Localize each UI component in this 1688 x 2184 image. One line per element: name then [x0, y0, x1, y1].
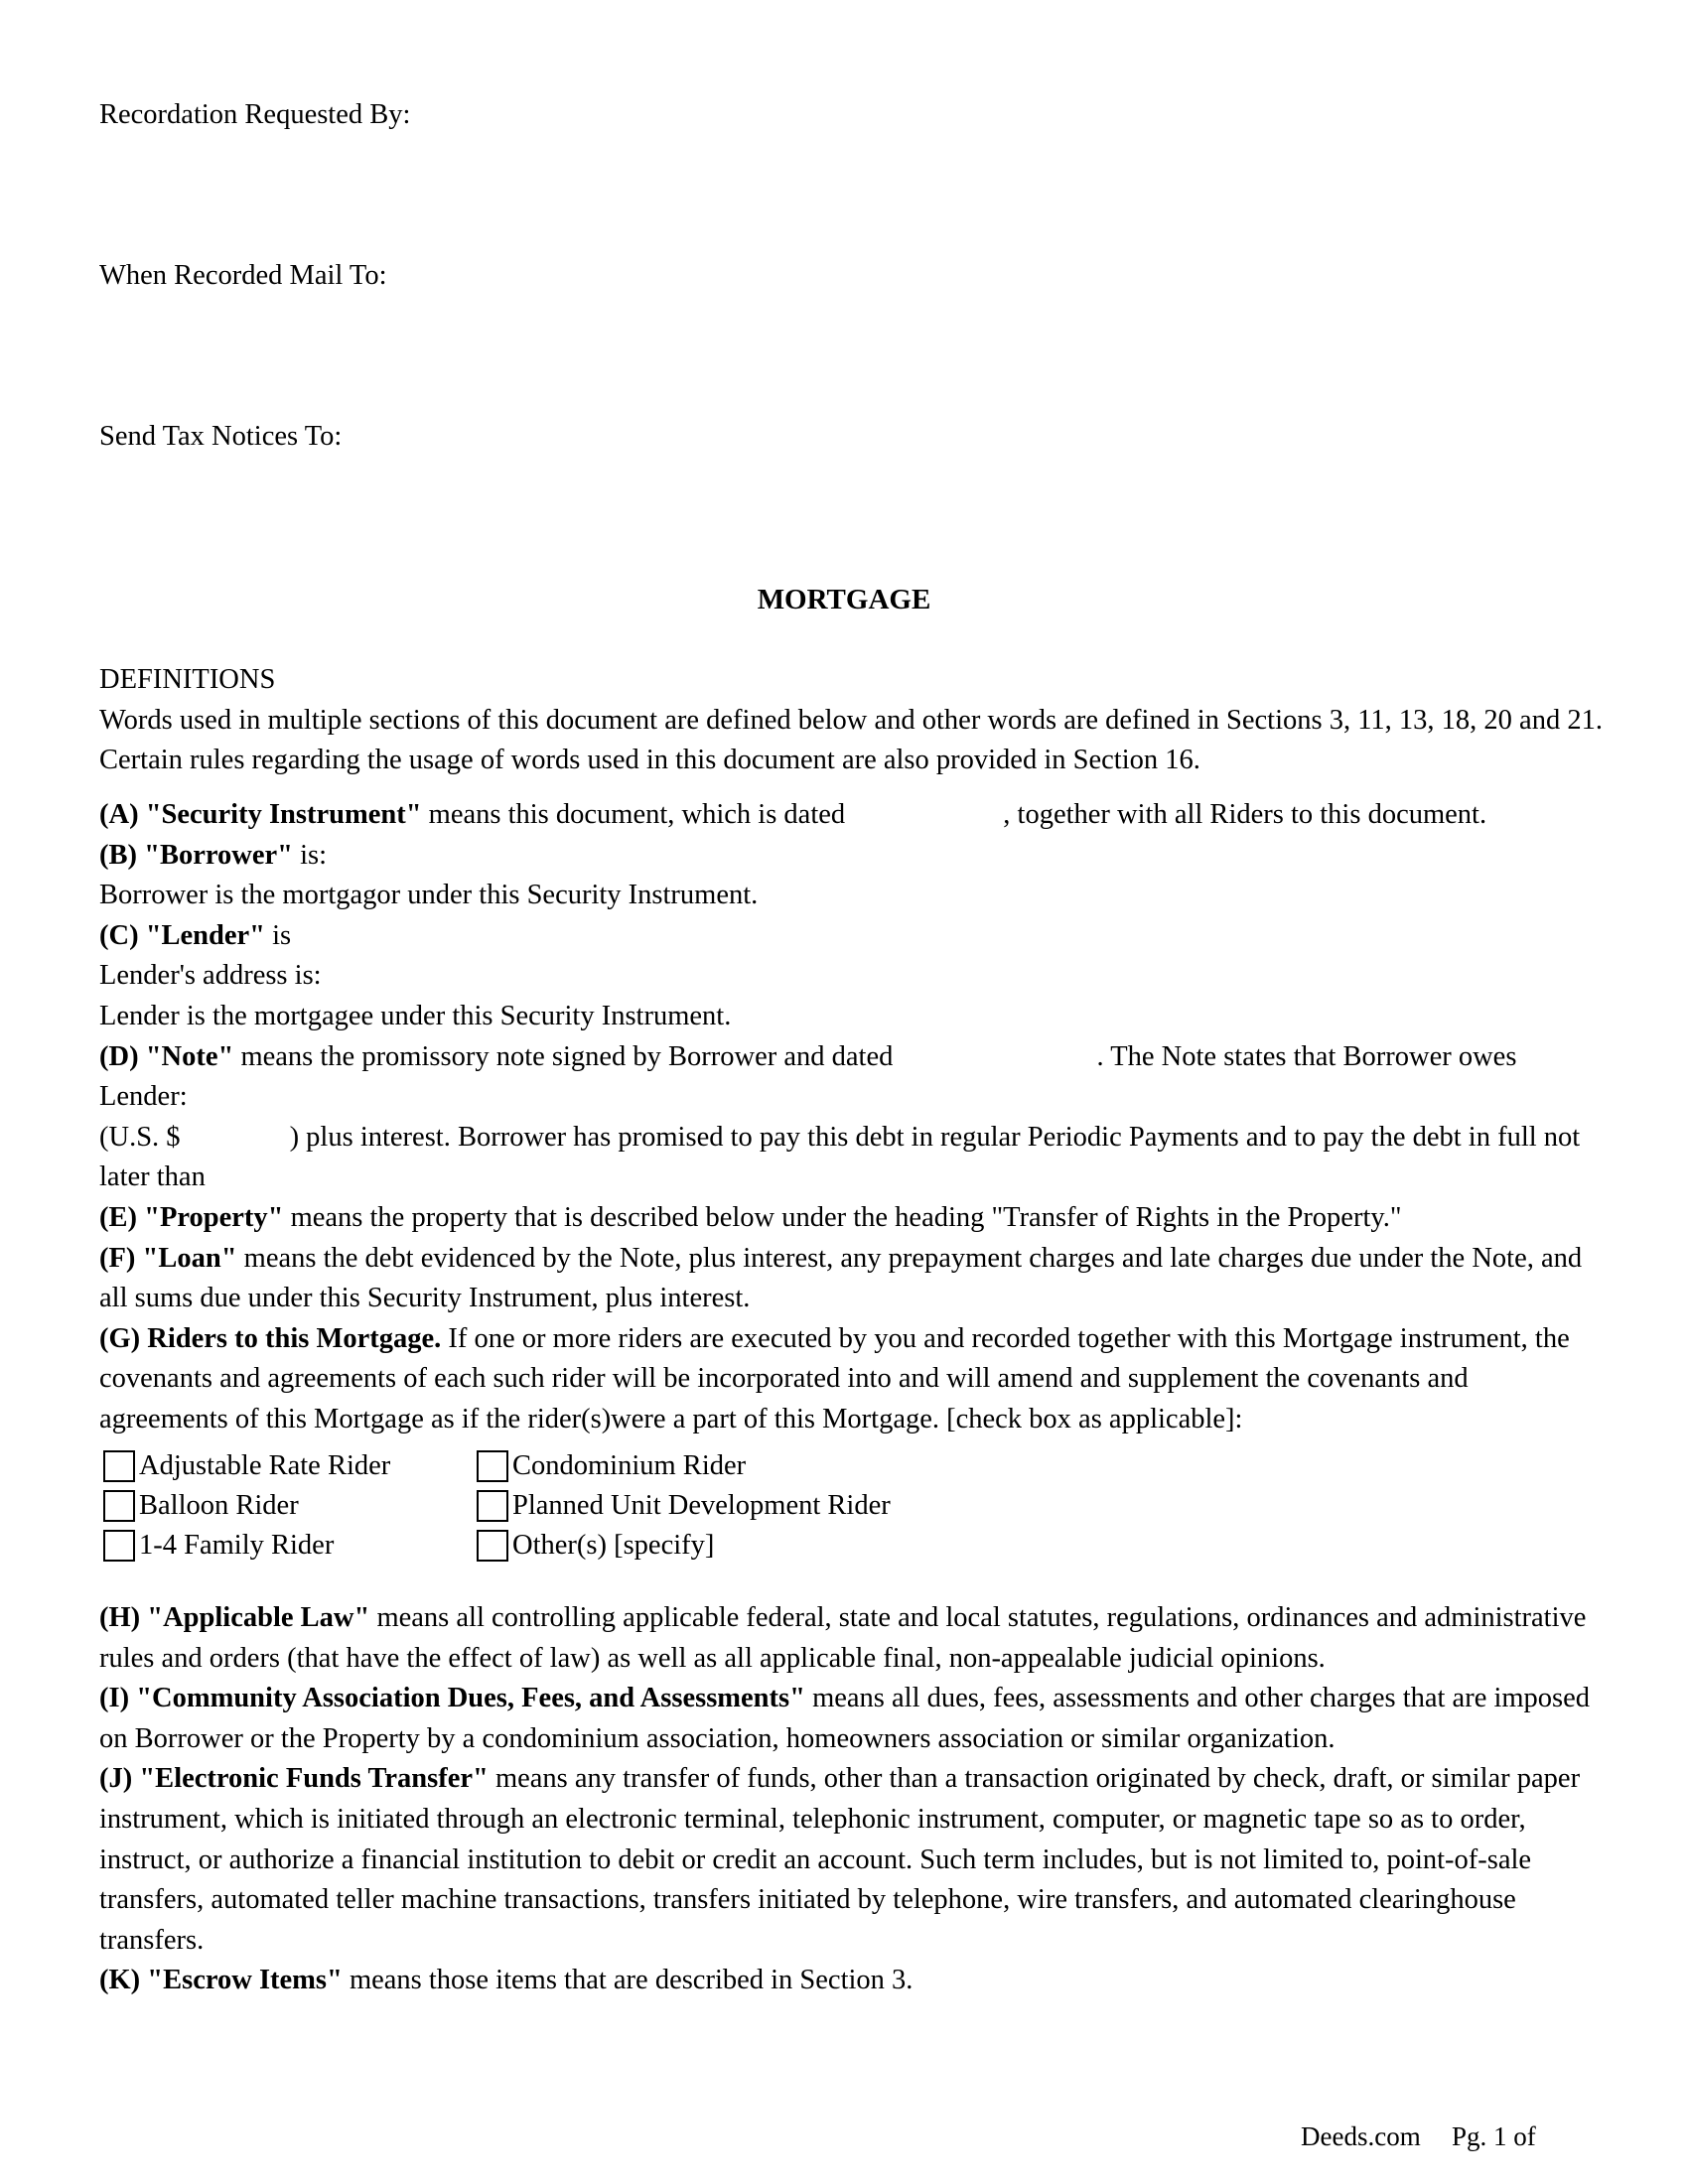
recordation-requested-by-label: Recordation Requested By: — [99, 99, 411, 130]
when-recorded-mail-to-label: When Recorded Mail To: — [99, 260, 387, 291]
rider-label: Balloon Rider — [139, 1490, 299, 1521]
definition-b-line2: Borrower is the mortgagor under this Security Instrument. — [99, 880, 759, 911]
footer-site: Deeds.com — [1301, 2121, 1421, 2151]
definition-k-label: (K) "Escrow Items" — [99, 1965, 343, 1996]
definition-c: (C) "Lender" is — [99, 919, 292, 951]
checkbox[interactable] — [103, 1490, 135, 1522]
definition-a: (A) "Security Instrument" means this document, which is dated , together with all Riders to this document. — [99, 799, 1487, 830]
definitions-intro-block — [99, 660, 1604, 781]
send-tax-notices-to-label: Send Tax Notices To: — [99, 421, 343, 452]
footer-page-number: Pg. 1 of — [1452, 2121, 1536, 2151]
definition-h: (H) "Applicable Law" means all controlling applicable federal, state and local statutes, regulations, ordinances and administrative rules and orders (that have the effect of law) as well as all applicable final, non-appealable judicial opinions. — [99, 1602, 1587, 1674]
definition-c-label: (C) "Lender" — [99, 919, 265, 951]
checkbox[interactable] — [477, 1490, 508, 1522]
rider-option[interactable] — [103, 1526, 334, 1566]
rider-label: Adjustable Rate Rider — [139, 1450, 391, 1481]
checkbox[interactable] — [477, 1450, 508, 1482]
definition-c-line2: Lender's address is: — [99, 960, 322, 992]
definition-a-label: (A) "Security Instrument" — [99, 799, 422, 830]
rider-option[interactable] — [477, 1446, 746, 1486]
rider-label: Planned Unit Development Rider — [512, 1490, 891, 1521]
definition-g-label: (G) Riders to this Mortgage. — [99, 1322, 442, 1354]
definition-b-label: (B) "Borrower" — [99, 839, 293, 871]
rider-option[interactable] — [103, 1446, 390, 1486]
definition-d-line2: (U.S. $ ) plus interest. Borrower has promised to pay this debt in regular Periodic Payments and to pay the debt in full not later than — [99, 1121, 1581, 1193]
definition-d-label: (D) "Note" — [99, 1040, 234, 1072]
definition-j-label: (J) "Electronic Funds Transfer" — [99, 1763, 489, 1795]
definition-g: (G) Riders to this Mortgage. If one or more riders are executed by you and recorded together with this Mortgage instrument, the covenants and agreements of each such rider will be incorporated into and will amend and supplement the covenants and agreements of this Mortgage as if the rider(s)were a part of this Mortgage. [check box as applicable]: — [99, 1322, 1570, 1434]
definition-e-label: (E) "Property" — [99, 1201, 284, 1233]
definition-j: (J) "Electronic Funds Transfer" means any transfer of funds, other than a transaction originated by check, draft, or similar paper instrument, which is initiated through an electronic terminal, telephonic instrument, computer, or magnetic tape so as to order, instruct, or authorize a financial institution to debit or credit an account. Such term includes, but is not limited to, point-of-sale transfers, automated teller machine transactions, transfers initiated by telephone, wire transfers, and automated clearinghouse transfers. — [99, 1763, 1581, 1956]
definition-i: (I) "Community Association Dues, Fees, and Assessments" means all dues, fees, assessments and other charges that are imposed on Borrower or the Property by a condominium association, homeowners association or similar organization. — [99, 1683, 1591, 1754]
rider-label: Condominium Rider — [512, 1450, 747, 1481]
rider-label: Other(s) [specify] — [512, 1530, 715, 1561]
rider-option[interactable] — [477, 1486, 891, 1526]
rider-label: 1-4 Family Rider — [139, 1530, 335, 1561]
definition-e: (E) "Property" means the property that is described below under the heading "Transfer of Rights in the Property." — [99, 1201, 1402, 1233]
definition-f: (F) "Loan" means the debt evidenced by the Note, plus interest, any prepayment charges and late charges due under the Note, and all sums due under this Security Instrument, plus interest. — [99, 1242, 1583, 1314]
definition-k: (K) "Escrow Items" means those items that are described in Section 3. — [99, 1965, 914, 1996]
checkbox[interactable] — [103, 1530, 135, 1562]
definition-i-label: (I) "Community Association Dues, Fees, and Assessments" — [99, 1683, 805, 1714]
definitions-h-k-block — [99, 1598, 1604, 2001]
document-title: MORTGAGE — [757, 584, 931, 615]
definitions-heading: DEFINITIONS — [99, 664, 276, 695]
definition-b: (B) "Borrower" is: — [99, 839, 327, 871]
checkbox[interactable] — [477, 1530, 508, 1562]
rider-option[interactable] — [103, 1486, 299, 1526]
definition-h-label: (H) "Applicable Law" — [99, 1602, 370, 1633]
definitions-a-g-block — [99, 795, 1604, 1440]
checkbox[interactable] — [103, 1450, 135, 1482]
definitions-intro: Words used in multiple sections of this document are defined below and other words are defined in Sections 3, 11, 13, 18, 20 and 21. Certain rules regarding the usage of words used in this document are also provided in Section 16. — [99, 704, 1603, 776]
definition-d: (D) "Note" means the promissory note signed by Borrower and dated . The Note states that Borrower owes Lender: — [99, 1040, 1517, 1113]
definition-f-label: (F) "Loan" — [99, 1242, 237, 1274]
definition-c-line3: Lender is the mortgagee under this Security Instrument. — [99, 1000, 732, 1031]
rider-option[interactable] — [477, 1526, 714, 1566]
